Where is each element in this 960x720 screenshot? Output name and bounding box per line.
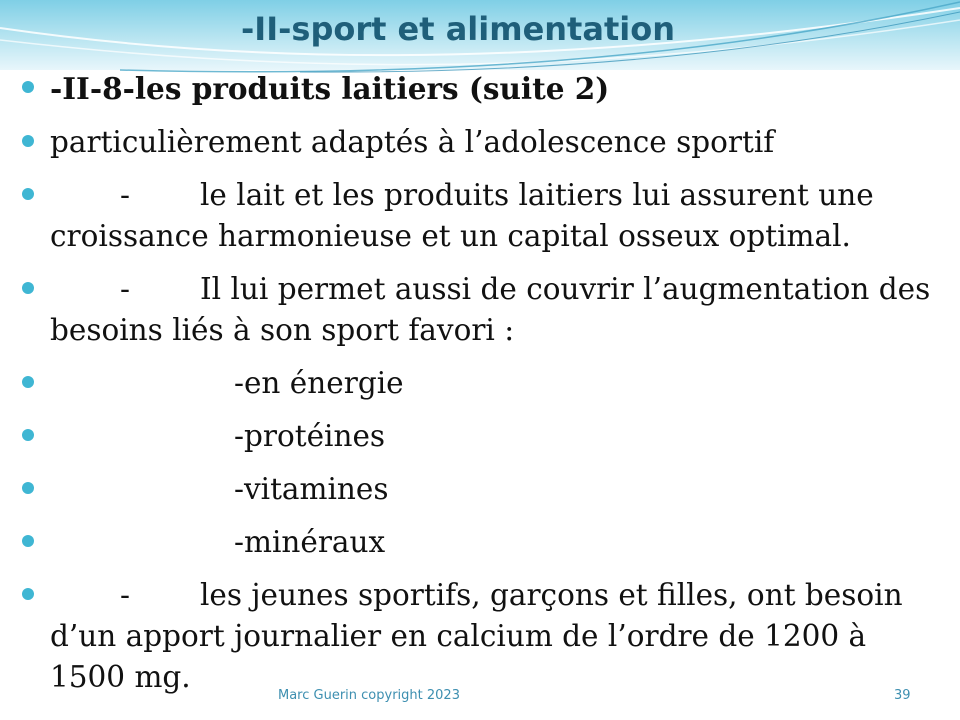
list-item [22, 575, 932, 698]
list-item [22, 469, 932, 510]
bullet-icon [22, 282, 34, 294]
list-item [22, 122, 932, 163]
list-item [22, 522, 932, 563]
list-item [22, 363, 932, 404]
bullet-text: particulièrement adaptés à l’adolescence sportif [50, 125, 775, 159]
bullet-icon [22, 588, 34, 600]
list-item [22, 269, 932, 351]
bullet-text: -vitamines [234, 472, 389, 506]
bullet-text: les jeunes sportifs, garçons et filles, ont besoin d’un apport journalier en calcium de l’ordre de 1200 à 1500 mg. [50, 578, 903, 694]
bullet-text: -minéraux [234, 525, 386, 559]
bullet-icon [22, 535, 34, 547]
bullet-text: Il lui permet aussi de couvrir l’augmentation des besoins liés à son sport favori : [50, 272, 931, 347]
bullet-icon [22, 482, 34, 494]
bullet-text: -protéines [234, 419, 386, 453]
slide-title: -II-sport et alimentation [241, 10, 675, 48]
bullet-icon [22, 135, 34, 147]
dash-marker: - [120, 578, 130, 612]
bullet-icon [22, 429, 34, 441]
bullet-text: le lait et les produits laitiers lui assurent une croissance harmonieuse et un capital osseux optimal. [50, 178, 874, 253]
list-item [22, 68, 932, 110]
bullet-icon [22, 188, 34, 200]
bullet-text: -en énergie [234, 366, 404, 400]
page-number: 39 [894, 688, 911, 703]
dash-marker: - [120, 178, 130, 212]
bullet-icon [22, 81, 34, 93]
footer-copyright: Marc Guerin copyright 2023 [278, 688, 460, 703]
list-item [22, 175, 932, 257]
bullet-text: -II-8-les produits laitiers (suite 2) [50, 71, 610, 106]
dash-marker: - [120, 272, 130, 306]
bullet-icon [22, 376, 34, 388]
list-item [22, 416, 932, 457]
bullet-list [22, 68, 932, 710]
